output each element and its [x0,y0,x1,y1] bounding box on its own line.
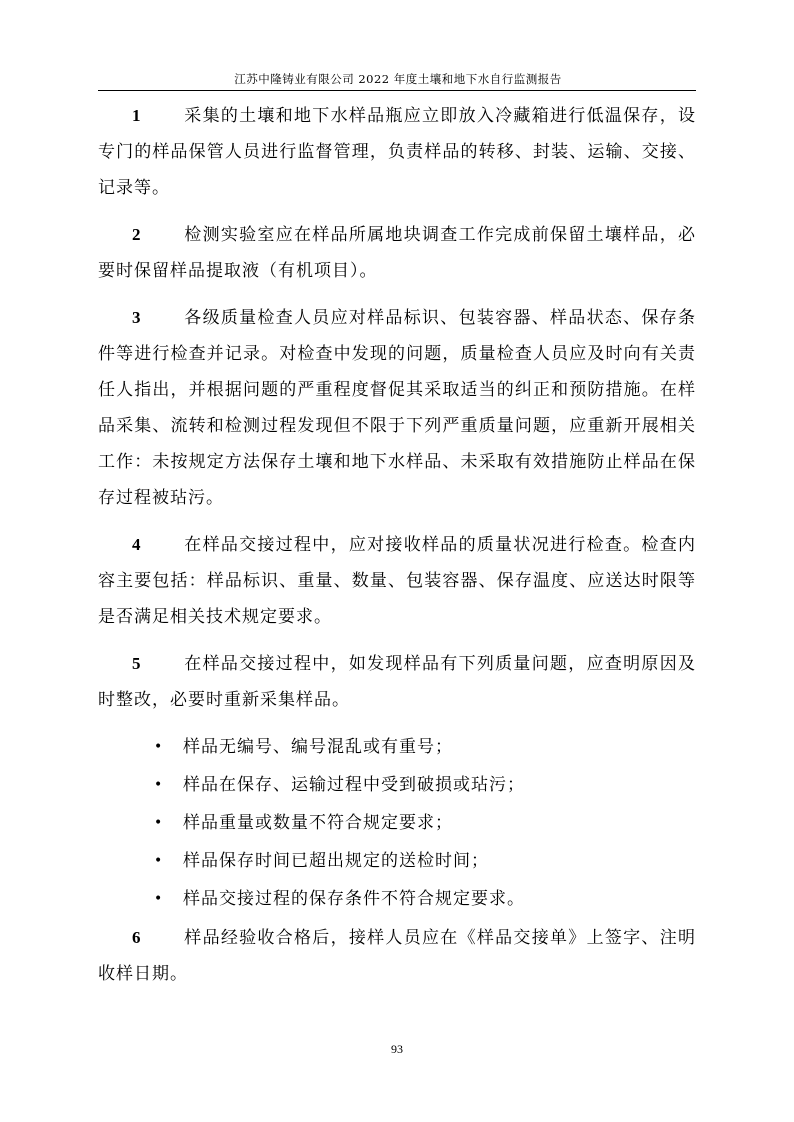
list-item [98,767,696,803]
running-header: 江苏中隆铸业有限公司 2022 年度土壤和地下水自行监测报告 [234,72,562,86]
paragraph-2 [98,217,696,289]
paragraph-text: 在样品交接过程中，如发现样品有下列质量问题，应查明原因及时整改，必要时重新采集样品。 [98,654,696,710]
paragraph-number: 5 [132,654,142,673]
paragraph-text: 采集的土壤和地下水样品瓶应立即放入冷藏箱进行低温保存，设专门的样品保管人员进行监督管理，负责样品的转移、封装、运输、交接、记录等。 [98,106,696,198]
list-item-text: 样品保存时间已超出规定的送检时间； [183,851,489,871]
paragraph-text: 各级质量检查人员应对样品标识、包装容器、样品状态、保存条件等进行检查并记录。对检查中发现的问题，质量检查人员应及时向有关责任人指出，并根据问题的严重程度督促其采取适当的纠正和预防措施。在样品采集、流转和检测过程发现但不限于下列严重质量问题，应重新开展相关工作：未按规定方法保存土壤和地下水样品、未采取有效措施防止样品在保存过程被玷污。 [98,308,696,508]
list-item [98,805,696,841]
paragraph-1 [98,98,696,206]
list-item [98,843,696,879]
list-item [98,729,696,765]
list-item-text: 样品无编号、编号混乱或有重号； [183,737,453,757]
list-item-text: 样品在保存、运输过程中受到破损或玷污； [183,775,525,795]
list-item-text: 样品交接过程的保存条件不符合规定要求。 [183,889,525,909]
paragraph-6 [98,920,696,992]
paragraph-text: 样品经验收合格后，接样人员应在《样品交接单》上签字、注明收样日期。 [98,928,696,984]
document-body [98,98,696,1003]
paragraph-number: 4 [132,535,142,554]
header-divider [98,90,696,91]
paragraph-number: 3 [132,308,142,327]
paragraph-number: 2 [132,225,142,244]
paragraph-number: 6 [132,928,142,947]
quality-issue-list [98,729,696,917]
list-item-text: 样品重量或数量不符合规定要求； [183,813,453,833]
list-item [98,881,696,917]
paragraph-number: 1 [132,106,142,125]
paragraph-3 [98,300,696,516]
bullet-icon: • [154,739,164,755]
paragraph-5 [98,646,696,718]
bullet-icon: • [154,891,164,907]
page-number: 93 [391,1042,403,1056]
bullet-icon: • [154,777,164,793]
paragraph-text: 在样品交接过程中，应对接收样品的质量状况进行检查。检查内容主要包括：样品标识、重量、数量、包装容器、保存温度、应送达时限等是否满足相关技术规定要求。 [98,535,696,627]
bullet-icon: • [154,815,164,831]
bullet-icon: • [154,853,164,869]
paragraph-text: 检测实验室应在样品所属地块调查工作完成前保留土壤样品，必要时保留样品提取液（有机项目）。 [98,225,696,281]
paragraph-4 [98,527,696,635]
